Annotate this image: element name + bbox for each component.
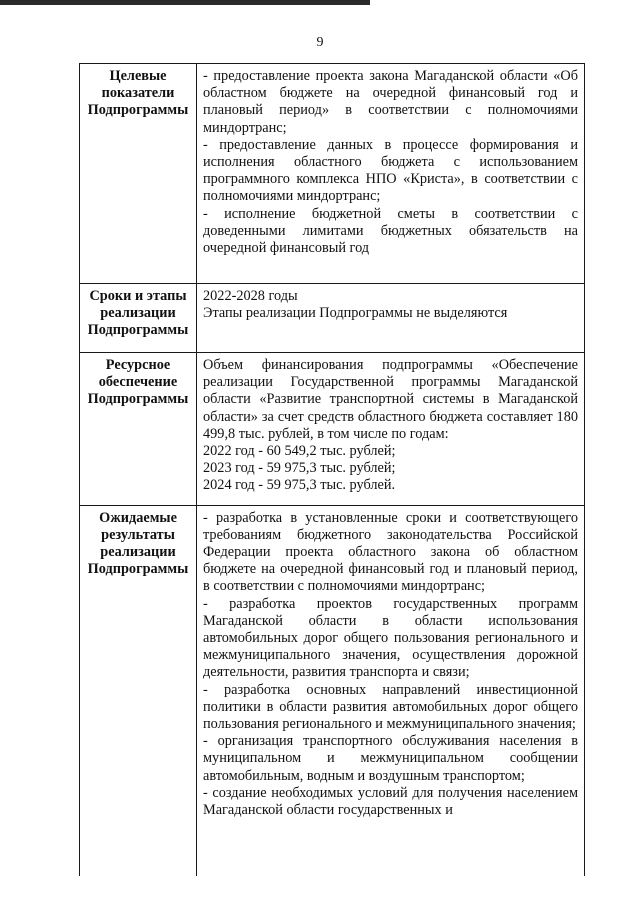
list-item: - разработка в установленные сроки и соответствующего требованиям бюджетного законодательства Российской Федерации проекта областного закона об областном бюджете на очередной финансовый год и плановый период, в соответствии с полномочиями миндортранс;	[203, 509, 578, 595]
row-content	[197, 353, 585, 506]
list-item: - создание необходимых условий для получения населением Магаданской области государственных и	[203, 784, 578, 819]
list-item: - предоставление проекта закона Магаданской области «Об областном бюджете на очередной финансовый год и плановый период» в соответствии с полномочиями миндортранс;	[203, 68, 578, 136]
scan-top-edge	[0, 0, 370, 5]
passport-table	[79, 63, 585, 876]
list-item: 2024 год - 59 975,3 тыс. рублей.	[203, 477, 396, 494]
row-label: Ресурсное обеспечение Подпрограммы	[80, 353, 197, 506]
list-item: - организация транспортного обслуживания населения в муниципальном и межмуниципальном сообщении автомобильным, водным и воздушным транспортом;	[203, 733, 578, 784]
list-item: - разработка проектов государственных программ Магаданской области в области использования автомобильных дорог общего пользования регионального и межмуниципального значения, осуществления дорожной деятельности, развития транспорта и связи;	[203, 595, 578, 681]
list-item: 2022-2028 годы	[203, 288, 298, 304]
page-number: 9	[316, 35, 324, 50]
row-content	[197, 64, 585, 284]
row-label: Целевые показатели Подпрограммы	[80, 64, 197, 284]
list-item: 2023 год - 59 975,3 тыс. рублей;	[203, 460, 396, 477]
table-row	[80, 64, 585, 284]
table-row	[80, 353, 585, 506]
list-item: - разработка основных направлений инвестиционной политики в области развития автомобильных дорог общего пользования регионального и межмуниципального значения;	[203, 681, 578, 733]
list-item: - исполнение бюджетной сметы в соответствии с доведенными лимитами бюджетных обязательств на очередной финансовый год	[203, 205, 578, 257]
list-item: Объем финансирования подпрограммы «Обеспечение реализации Государственной программы Магаданской области «Развитие транспортной системы в Магаданской области» за счет средств областного бюджета составляет 180 499,8 тыс. рублей, в том числе по годам:	[203, 357, 578, 442]
row-label: Ожидаемые результаты реализации Подпрограммы	[80, 505, 197, 876]
row-content	[197, 284, 585, 353]
table-row	[80, 505, 585, 876]
row-label: Сроки и этапы реализации Подпрограммы	[80, 284, 197, 353]
list-item: - предоставление данных в процессе формирования и исполнения областного бюджета с использованием программного комплекса НПО «Криста», в соответствии с полномочиями миндортранс;	[203, 136, 578, 205]
list-item: 2022 год - 60 549,2 тыс. рублей;	[203, 443, 396, 460]
list-item: Этапы реализации Подпрограммы не выделяются	[203, 305, 508, 322]
table-row	[80, 284, 585, 353]
row-content	[197, 505, 585, 876]
